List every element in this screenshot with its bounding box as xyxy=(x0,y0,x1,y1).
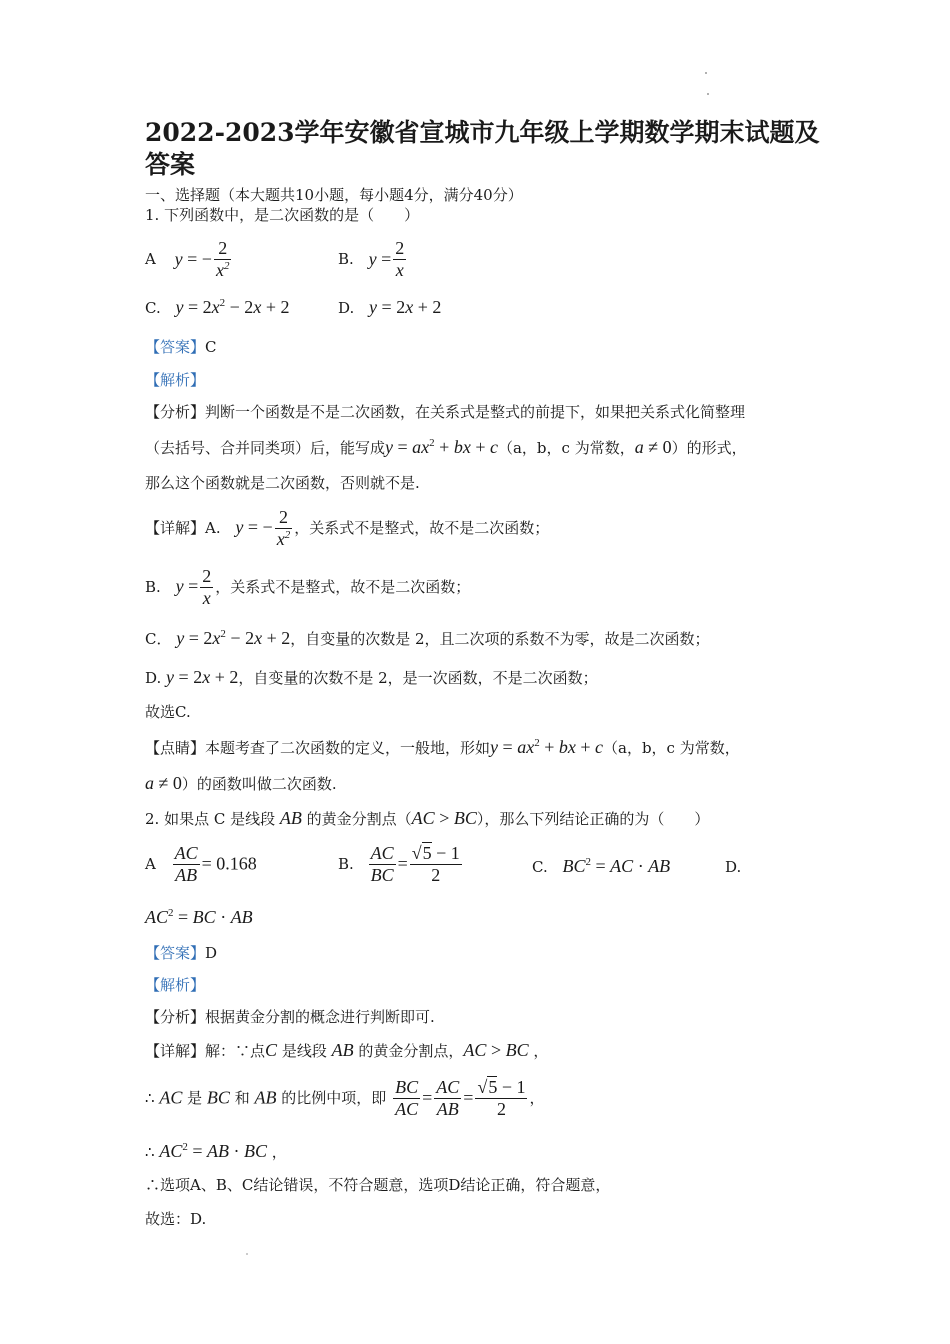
q2-option-d xyxy=(725,858,741,876)
dianjing-text: （a，b，c 为常数， xyxy=(603,739,740,757)
detail-text: ，关系式不是整式，故不是二次函数； xyxy=(294,519,550,538)
option-a-value: 0.168 xyxy=(216,853,257,874)
detail-prefix: A. xyxy=(205,519,221,538)
q1-option-a: A y = − $\frac{2}{x^2}$ xyxy=(145,238,230,280)
fenxi-text: （a，b，c 为常数， xyxy=(497,439,635,457)
fraction: $\frac{AC}{BC}$ xyxy=(370,843,394,885)
detail-text: ∴ xyxy=(145,1089,155,1108)
answer-tag: 【答案】 xyxy=(145,944,206,962)
q1-choose: 故选C. xyxy=(145,703,191,721)
q2-detail-line1: 【详解】解：∵点C 是线段 AB 的黄金分割点，AC > BC ， xyxy=(145,1040,549,1060)
fenxi-text: 根据黄金分割的概念进行判断即可. xyxy=(205,1008,435,1026)
answer-value: D xyxy=(205,944,218,962)
detail-text: ，关系式不是整式，故不是二次函数； xyxy=(215,578,471,597)
option-label: B. xyxy=(338,250,354,269)
option-label: D. xyxy=(725,858,742,876)
q1-option-d: D. y = 2x + 2 xyxy=(338,297,442,317)
option-label: B. xyxy=(338,855,354,874)
dianjing-text: ）的函数叫做二次函数. xyxy=(181,775,337,793)
q2-analysis-tag: 【解析】 xyxy=(145,976,206,994)
page-title-line2: 答案 xyxy=(145,150,196,179)
detail-text: 的比例中项，即 xyxy=(281,1089,387,1108)
dianjing-tag: 【点睛】 xyxy=(145,739,206,757)
q1-detail-d: D. y = 2x + 2，自变量的次数不是 2，是一次函数，不是二次函数； xyxy=(145,667,598,687)
fenxi-text: （去括号、合并同类项）后，能写成 xyxy=(145,439,386,457)
option-label: A xyxy=(145,855,156,874)
fraction: $\frac{2}{x^2}$ xyxy=(276,507,291,549)
fraction: $\frac{2}{x^2}$ xyxy=(215,238,230,280)
page-title: 2022-2023学年安徽省宣城市九年级上学期数学期末试题及 xyxy=(145,118,820,147)
q1-detail-a: 【详解】A. y = − $\frac{2}{x^2}$ ，关系式不是整式，故不是二次函数； xyxy=(145,507,550,549)
q1-fenxi-line1 xyxy=(145,403,745,421)
fraction: $\frac{2}{x}$ xyxy=(202,566,212,608)
stem-text: 的黄金分割点（ xyxy=(306,810,412,828)
q1-stem: 1. 下列函数中，是二次函数的是（ ） xyxy=(145,206,420,224)
fenxi-tag: 【分析】 xyxy=(145,403,206,421)
detail-text: ，自变量的次数不是 2，是一次函数，不是二次函数； xyxy=(238,669,598,687)
fraction: $\frac{AC}{AB}$ xyxy=(436,1077,460,1119)
q2-choose: 故选：D. xyxy=(145,1210,207,1228)
detail-text: 解：∵点 xyxy=(205,1042,266,1060)
q1-answer xyxy=(145,338,217,356)
q2-option-a: A $\frac{AC}{AB}$ = 0.168 xyxy=(145,843,257,885)
option-label: A xyxy=(145,250,156,269)
fraction: $\frac{√5 - 1}{2}$ xyxy=(411,843,460,885)
fraction: $\frac{√5 - 1}{2}$ xyxy=(477,1077,526,1119)
detail-prefix: B. xyxy=(145,578,161,597)
q1-dianjing-line1: 【点睛】本题考查了二次函数的定义，一般地，形如$y = ax^2$ + bx + c（a，b，c 为常数， xyxy=(145,737,740,757)
stem-text: 2. 如果点 C 是线段 xyxy=(145,810,276,828)
q1-analysis-tag: 【解析】 xyxy=(145,371,206,389)
q2-option-c: C. $BC^2$ = AC · AB xyxy=(532,856,671,876)
dianjing-text: 本题考查了二次函数的定义，一般地，形如 xyxy=(205,739,491,757)
fraction: $\frac{2}{x}$ xyxy=(395,238,405,280)
detail-prefix: D. xyxy=(145,669,162,687)
q2-therefore: ∴ $AC^2$ = AB · BC ， xyxy=(145,1141,287,1161)
scan-dot xyxy=(707,93,709,95)
scan-dot xyxy=(705,72,707,74)
answer-tag: 【答案】 xyxy=(145,338,206,356)
option-label: C. xyxy=(532,858,548,876)
q2-answer xyxy=(145,944,217,962)
fenxi-text: ）的形式， xyxy=(671,439,747,457)
answer-value: C xyxy=(205,338,217,356)
section-heading: 一、选择题（本大题共10小题，每小题4分，满分40分） xyxy=(145,186,523,204)
q2-option-b: B. $\frac{AC}{BC}$ = $\frac{√5 - 1}{2}$ xyxy=(338,843,460,885)
q2-conclusion: ∴选项A、B、C结论错误，不符合题意，选项D结论正确，符合题意， xyxy=(145,1176,611,1194)
q1-detail-c: C． $y = 2x^2 - 2x + 2$，自变量的次数是 2，且二次项的系数不为零，故是二次函数； xyxy=(145,628,710,648)
fraction: $\frac{BC}{AC}$ xyxy=(395,1077,419,1119)
detail-text: 和 xyxy=(234,1089,250,1108)
option-label: D. xyxy=(338,299,355,317)
stem-text: ），那么下列结论正确的为（ ） xyxy=(476,810,710,828)
fraction: $\frac{AC}{AB}$ xyxy=(174,843,198,885)
q1-option-c: C. $y = 2x^2 - 2x + 2$ xyxy=(145,297,290,317)
q2-fenxi xyxy=(145,1008,435,1026)
q1-dianjing-line2: a ≠ 0）的函数叫做二次函数. xyxy=(145,773,337,793)
detail-tag: 【详解】 xyxy=(145,1042,206,1060)
option-label: C. xyxy=(145,299,161,317)
therefore-symbol: ∴ xyxy=(145,1143,155,1161)
q2-detail-line2: ∴ AC 是 BC 和 AB 的比例中项，即 $\frac{BC}{AC}$ = $\frac{AC}{AB}$ = $\frac{√5 - 1}{2}$ ， xyxy=(145,1077,545,1119)
detail-text: 是 xyxy=(187,1089,203,1108)
q1-option-b: B. y = $\frac{2}{x}$ xyxy=(338,238,405,280)
q2-option-d-formula: $AC^2$ = BC · AB xyxy=(145,907,253,927)
q1-detail-b: B. y = $\frac{2}{x}$ ，关系式不是整式，故不是二次函数； xyxy=(145,566,471,608)
detail-text: 是线段 xyxy=(281,1042,327,1060)
detail-prefix: C． xyxy=(145,630,172,648)
scan-dot xyxy=(246,1253,248,1255)
fenxi-tag: 【分析】 xyxy=(145,1008,206,1026)
fenxi-text: 判断一个函数是不是二次函数，在关系式是整式的前提下，如果把关系式化简整理 xyxy=(205,403,746,421)
q2-stem: 2. 如果点 C 是线段 AB 的黄金分割点（AC > BC），那么下列结论正确的为（ ） xyxy=(145,808,710,828)
q1-fenxi-line3: 那么这个函数就是二次函数，否则就不是. xyxy=(145,474,420,492)
q1-fenxi-line2: （去括号、合并同类项）后，能写成$y = ax^2$ + bx + c（a，b，c 为常数，a ≠ 0）的形式， xyxy=(145,437,747,457)
detail-tag: 【详解】 xyxy=(145,519,206,538)
detail-text: ，自变量的次数是 2，且二次项的系数不为零，故是二次函数； xyxy=(290,630,710,648)
detail-text: 的黄金分割点， xyxy=(358,1042,464,1060)
